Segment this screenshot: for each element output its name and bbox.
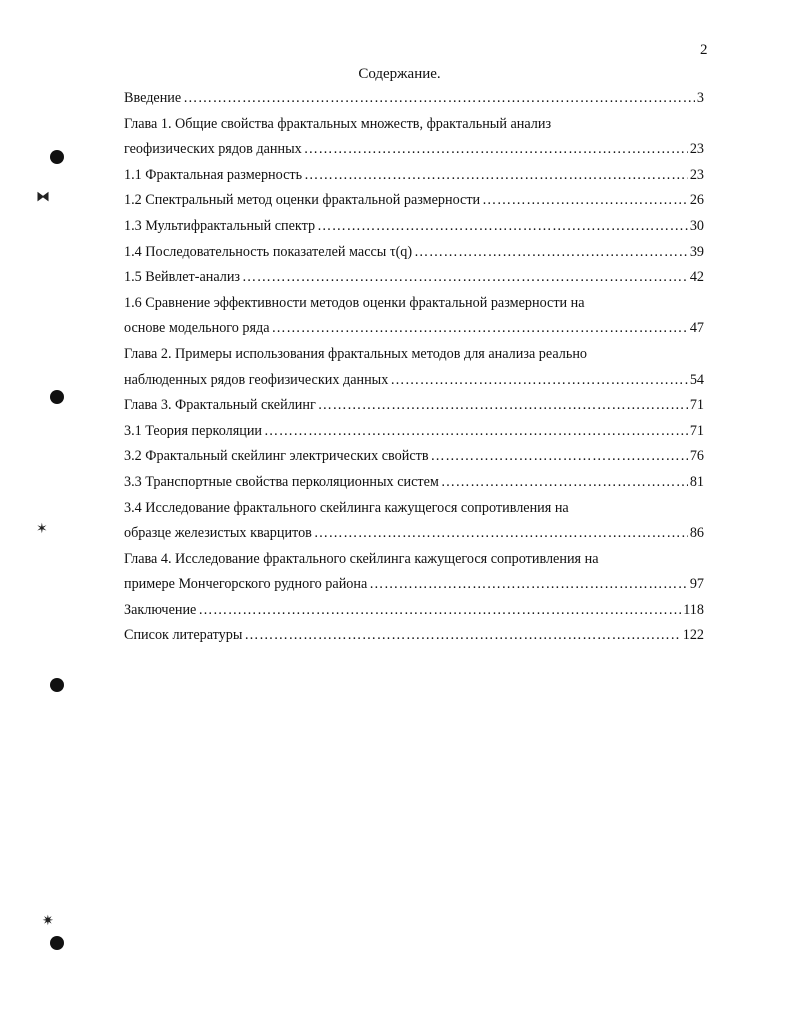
toc-entry-page: 76 [689, 448, 704, 465]
toc-entry-label: Введение [124, 90, 182, 106]
dot-leader [314, 525, 688, 542]
toc-entry-label: Глава 3. Фрактальный скейлинг [124, 397, 316, 414]
toc-entry-label: 3.1 Теория перколяции [124, 422, 263, 439]
dot-leader [244, 627, 680, 644]
toc-entry-page: 3 [696, 90, 704, 106]
toc-entry [124, 218, 704, 244]
dot-leader [482, 192, 688, 209]
toc-entry-label: Глава 2. Примеры использования фрактальных методов для анализа реально [124, 345, 588, 362]
binder-hole [50, 390, 64, 404]
toc-entry [124, 192, 704, 218]
dot-leader [431, 448, 688, 465]
toc-entry [124, 295, 704, 346]
toc-entry-page: 97 [689, 576, 704, 593]
toc-entry-label: примере Мончегорского рудного района [124, 576, 368, 593]
toc-entry-label: 1.5 Вейвлет-анализ [124, 269, 241, 286]
dot-leader [414, 244, 688, 261]
toc-entry [124, 116, 704, 167]
toc-entry-label: Глава 4. Исследование фрактального скейлинга кажущегося сопротивления на [124, 550, 599, 567]
dot-leader [198, 602, 681, 619]
toc-entry-label: Заключение [124, 601, 197, 618]
dot-leader [369, 576, 688, 593]
dot-leader [318, 397, 688, 414]
toc-entry-page: 26 [689, 192, 704, 209]
toc-entry-page: 71 [689, 422, 704, 439]
toc-entry-page: 23 [689, 141, 704, 158]
toc-entry-page: 86 [689, 525, 704, 542]
toc-entry-label: 1.6 Сравнение эффективности методов оценки фрактальной размерности на [124, 294, 585, 311]
toc-entry [124, 500, 704, 551]
toc-entry-page: 71 [689, 397, 704, 414]
toc-entry [124, 397, 704, 423]
toc-entry-page: 42 [689, 269, 704, 286]
toc-entry-label: Глава 1. Общие свойства фрактальных множеств, фрактальный анализ [124, 115, 552, 132]
toc-entry-label: Список литературы [124, 627, 243, 644]
toc-entry-page: 118 [683, 601, 704, 618]
toc-entry-page: 39 [689, 243, 704, 260]
toc-entry [124, 90, 704, 116]
toc-entry-label: 1.2 Спектральный метод оценки фрактальной размерности [124, 192, 481, 209]
toc-entry-page: 30 [689, 217, 704, 234]
binder-hole [50, 150, 64, 164]
toc-entry [124, 627, 704, 653]
toc-title: Содержание. [358, 66, 441, 82]
toc-entry-page: 122 [682, 627, 704, 644]
dot-leader [304, 141, 688, 158]
toc-entry [124, 423, 704, 449]
toc-entry [124, 346, 704, 397]
toc-entry [124, 269, 704, 295]
dot-leader [272, 320, 688, 337]
toc-entry-page: 81 [689, 473, 704, 490]
dot-leader [390, 372, 688, 389]
toc-entry-label: 3.3 Транспортные свойства перколяционных систем [124, 473, 439, 490]
toc-entry-label: 1.3 Мультифрактальный спектр [124, 217, 316, 234]
dot-leader [264, 423, 688, 440]
dot-leader [441, 474, 688, 491]
toc-entry-label: 1.1 Фрактальная размерность [124, 166, 303, 183]
dot-leader [183, 90, 695, 107]
scan-speck: ⧓ [36, 189, 50, 205]
toc-entry-page: 54 [689, 371, 704, 388]
toc-entry-label: образце железистых кварцитов [124, 525, 312, 542]
toc-entry-page: 47 [689, 320, 704, 337]
toc-entry [124, 474, 704, 500]
table-of-contents [124, 90, 704, 653]
toc-entry [124, 551, 704, 602]
dot-leader [242, 269, 688, 286]
toc-entry [124, 244, 704, 270]
toc-entry-label: наблюденных рядов геофизических данных [124, 371, 389, 388]
scan-speck: ✶ [36, 521, 48, 537]
toc-entry [124, 602, 704, 628]
dot-leader [304, 167, 688, 184]
dot-leader [317, 218, 688, 235]
toc-entry-label: 1.4 Последовательность показателей массы τ(q) [124, 243, 413, 260]
toc-entry [124, 448, 704, 474]
binder-hole [50, 936, 64, 950]
scan-speck: ✷ [42, 913, 54, 929]
toc-entry-label: геофизических рядов данных [124, 141, 302, 158]
toc-entry [124, 167, 704, 193]
binder-hole [50, 678, 64, 692]
page-number: 2 [700, 42, 708, 58]
toc-entry-label: основе модельного ряда [124, 320, 270, 337]
toc-entry-label: 3.2 Фрактальный скейлинг электрических свойств [124, 448, 429, 465]
toc-entry-page: 23 [689, 166, 704, 183]
toc-entry-label: 3.4 Исследование фрактального скейлинга кажущегося сопротивления на [124, 499, 569, 516]
